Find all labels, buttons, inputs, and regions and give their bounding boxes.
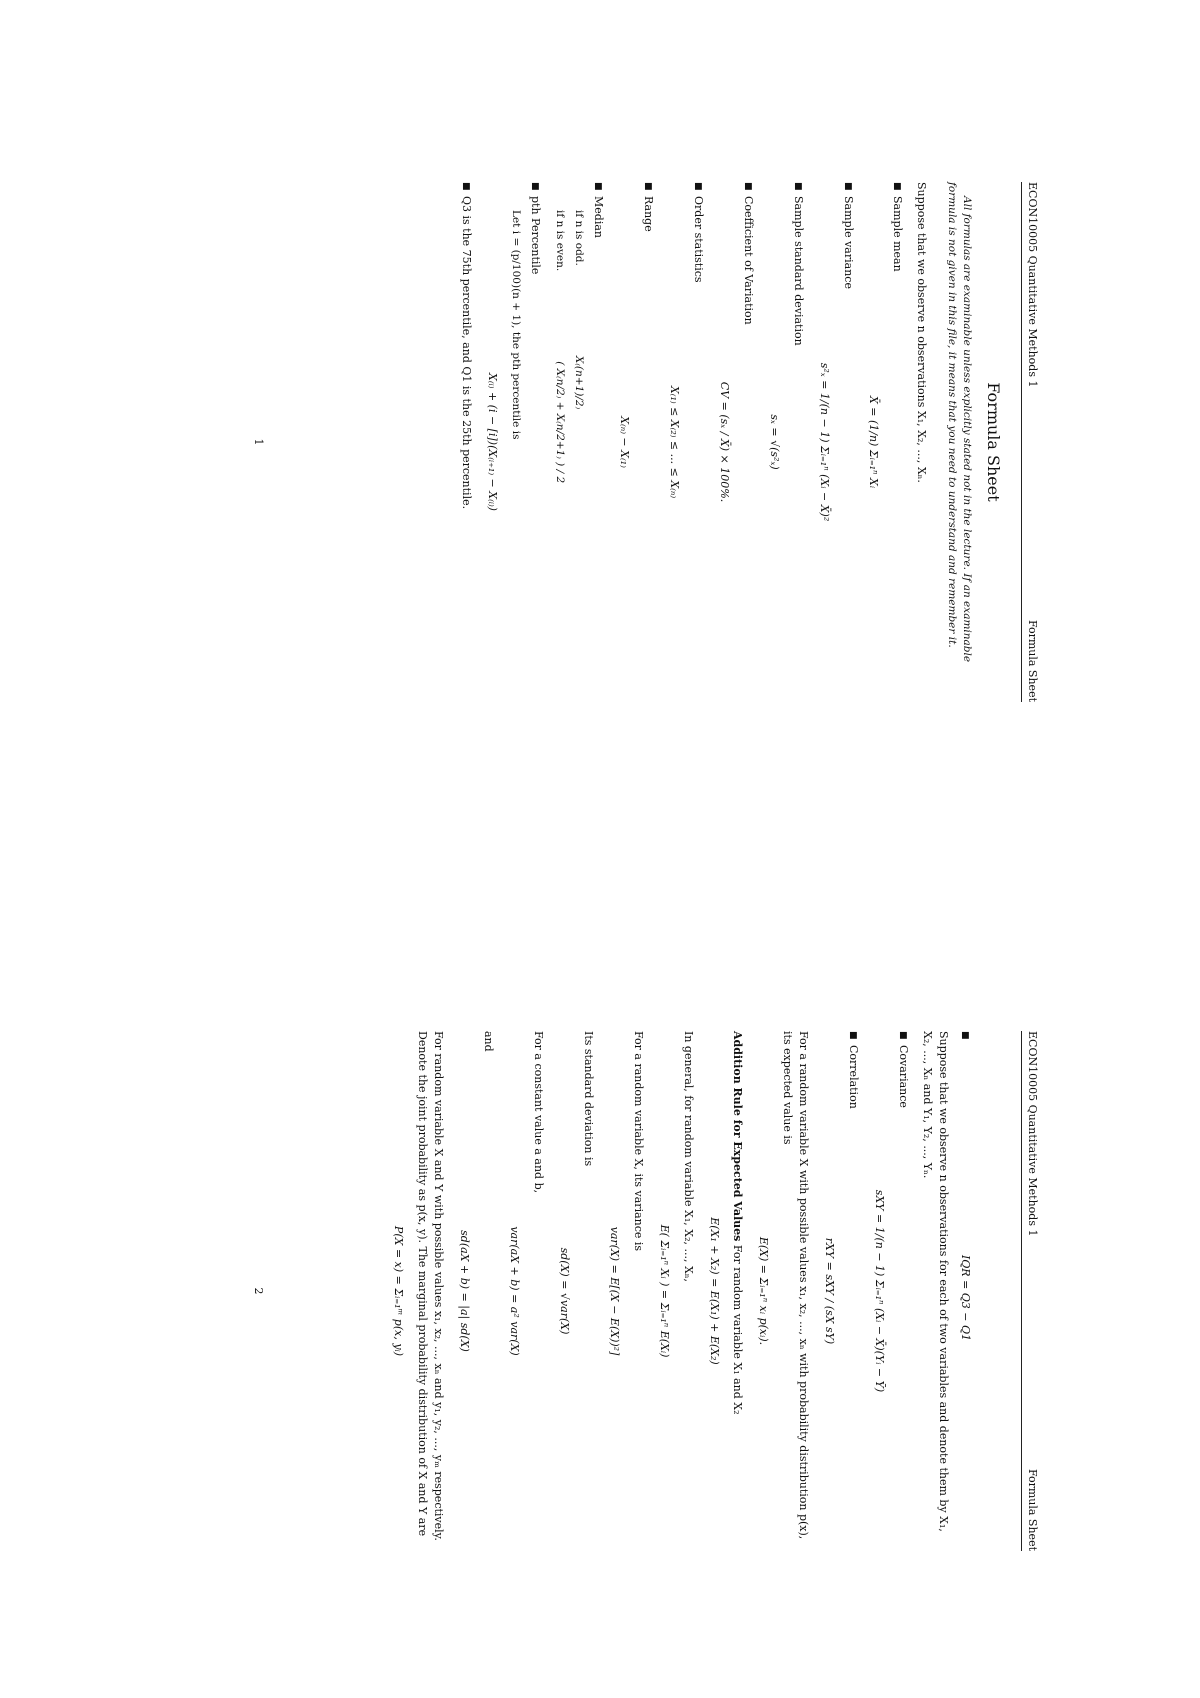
formula-range: X₍ₙ₎ − X₍₁₎ [617,416,631,468]
formula-cv: CV = (sₓ / X̄) × 100%. [717,381,731,503]
list-item: ■ pth Percentile [529,182,543,275]
page-2 [250,1031,1040,1551]
page-1 [250,182,1040,702]
list-item: ■ Sample variance [841,182,855,289]
bullet-icon: ■ [892,182,903,191]
variance-text: For a random variable X, its variance is [631,1031,645,1252]
intro-note: All formulas are examinable unless explicitly stated not in the lecture. If an examinable formula is not given in this file, it means that you need to understand and remember it. [945,182,973,663]
formula-sd: sd(X) = √var(X) [557,1247,571,1335]
median-odd: if n is odd.X₍(n+1)/2₎ [572,210,585,410]
bullet-icon: ■ [642,182,653,191]
formula-percentile: X₍ᵢ₎ + (i − [i])(X₍ᵢ₊₁₎ − X₍ᵢ₎) [486,373,500,511]
formula-expected-value: E(X) = Σᵢ₌₁ⁿ xᵢ p(xᵢ). [757,1236,771,1346]
formula-covariance: sXY = 1/(n − 1) Σᵢ₌₁ⁿ (Xᵢ − X̄)(Yᵢ − Ȳ) [873,1189,887,1393]
list-item: ■ Coefficient of Variation [741,182,755,325]
formula-variance: var(X) = E[(X − E(X))²] [607,1226,621,1356]
formula-sd-linear: sd(aX + b) = |a| sd(X) [458,1230,472,1352]
percentile-text: Let i = (p/100)(n + 1), the pth percentile is [510,210,523,440]
page-2-sheet [0,849,1200,1698]
formula-var-linear: var(aX + b) = a² var(X) [508,1226,522,1356]
lead-text: Suppose that we observe n observations X₁, X₂, ..., Xₙ. [915,182,929,483]
header-course: ECON10005 Quantitative Methods 1 [1026,182,1039,388]
bullet-icon: ■ [960,1031,971,1040]
formula-correlation: rXY = sXY / (sX sY) [823,1237,837,1345]
list-item: ■ Sample standard deviation [791,182,805,346]
list-item: ■ Sample mean [891,182,905,272]
formula-general-sum: E( Σᵢ₌₁ⁿ Xᵢ ) = Σᵢ₌₁ⁿ E(Xᵢ) [657,1224,671,1358]
page-number: 1 [251,438,265,446]
sd-text: Its standard deviation is [581,1031,595,1167]
general-text: In general, for random variable X₁, X₂, ..., Xₙ, [681,1031,695,1283]
bullet-icon: ■ [692,182,703,191]
formula-order-stats: X₍₁₎ ≤ X₍₂₎ ≤ ... ≤ X₍ₙ₎ [667,385,681,499]
addition-rule: Addition Rule for Expected Values For random variable X₁ and X₂ [731,1031,745,1415]
bullet-icon: ■ [898,1031,909,1040]
header-doc-title: Formula Sheet [1026,619,1039,702]
bullet-icon: ■ [792,182,803,191]
and-text: and [482,1031,496,1052]
list-item: ■ Correlation [847,1031,861,1109]
list-item: ■ Q3 is the 75th percentile, and Q1 is the 25th percentile. [460,182,474,510]
list-item: ■ Order statistics [691,182,705,283]
page-header [1021,1031,1040,1551]
formula-sample-mean: X̄ = (1/n) Σᵢ₌₁ⁿ Xᵢ [867,395,881,489]
formula-addition: E(X₁ + X₂) = E(X₁) + E(X₂) [707,1217,721,1365]
expected-text: For a random variable X with possible values x₁, x₂, ..., xₙ with probability distribution p(x), its expected value is [781,1031,811,1540]
formula-marginal: P(X = x) = Σᵢ₌₁ᵐ p(x, yᵢ) [392,1225,406,1357]
page-number: 2 [251,1287,265,1295]
header-course: ECON10005 Quantitative Methods 1 [1026,1031,1039,1237]
lead-text: Suppose that we observe n observations for each of two variables and denote them by X₁, X₂, ..., Xₙ and Y₁, Y₂, ..., Yₙ. [921,1031,951,1532]
bullet-icon: ■ [848,1031,859,1040]
bullet-icon: ■ [461,182,472,191]
median-even: if n is even.( X₍n/2₎ + X₍n/2+1₎ ) / 2 [553,210,566,484]
page-title: Formula Sheet [984,382,1004,502]
bullet-icon: ■ [592,182,603,191]
header-doc-title: Formula Sheet [1026,1468,1039,1551]
formula-sample-variance: s²ₓ = 1/(n − 1) Σᵢ₌₁ⁿ (Xᵢ − X̄)² [817,362,831,522]
list-item [957,1031,973,1551]
list-item: ■ Range [641,182,655,232]
bullet-icon: ■ [530,182,541,191]
bullet-icon: ■ [842,182,853,191]
list-item: ■ Median [591,182,605,238]
bullet-icon: ■ [742,182,753,191]
formula-sample-sd: sₓ = √(s²ₓ) [767,414,781,470]
constant-text: For a constant value a and b, [532,1031,545,1194]
joint-text: For random variable X and Y with possible values x₁, x₂, ..., xₙ and y₁, y₂, ..., yₘ respectively. Denote the joint probability as p(x, y). The marginal probability distribution of X and Y are [416,1031,446,1541]
list-item: ■ Covariance [897,1031,911,1108]
formula-iqr: IQR = Q3 − Q1 [959,1254,973,1342]
page-header [1021,182,1040,702]
